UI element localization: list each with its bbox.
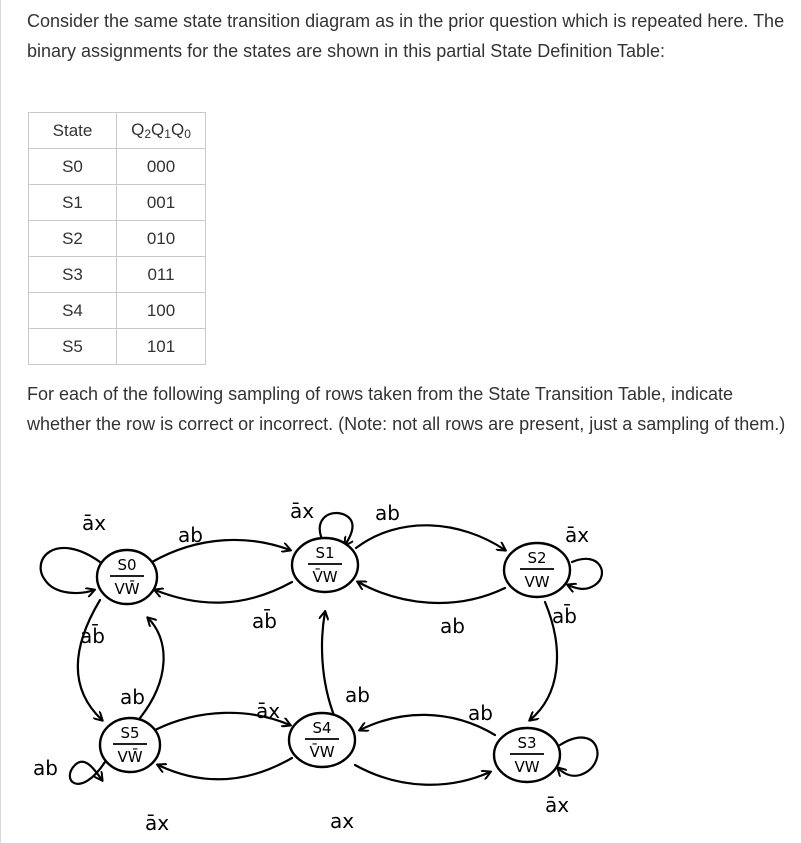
label-s5-s0: ab <box>120 685 145 709</box>
code-cell: 010 <box>117 221 206 257</box>
label-s4-s5: āx <box>256 699 281 723</box>
label-s2-s1: ab <box>440 614 465 638</box>
code-cell: 001 <box>117 185 206 221</box>
state-output: VW <box>524 573 550 591</box>
state-name: S5 <box>120 724 140 742</box>
instruction-paragraph: For each of the following sampling of rows taken from the State Transition Table, indicate whether the row is correct or incorrect. (Note: not all rows are present, just a sampling of them.) <box>27 384 786 434</box>
state-cell: S3 <box>29 257 117 293</box>
label-s1-s2: ab <box>375 501 400 525</box>
label-s2-s3: ab̄ <box>552 604 577 628</box>
label-s3-self: āx <box>545 793 570 817</box>
table-row <box>29 149 206 185</box>
table-row <box>29 293 206 329</box>
label-s4-s1: ab <box>345 683 370 707</box>
state-cell: S2 <box>29 221 117 257</box>
state-output: VW̄ <box>117 748 143 766</box>
label-s0-s5: ab̄ <box>80 624 105 648</box>
state-name: S1 <box>315 544 335 562</box>
edge-s3-self <box>558 738 597 776</box>
state-cell: S0 <box>29 149 117 185</box>
code-cell: 101 <box>117 329 206 365</box>
table-row <box>29 221 206 257</box>
state-cell: S4 <box>29 293 117 329</box>
table-header-row <box>29 113 206 149</box>
label-s4-bottom: ax <box>330 809 355 833</box>
edge-s0-s5 <box>78 600 102 720</box>
state-output: VW <box>514 758 540 776</box>
label-s1-s0: ab̄ <box>252 609 277 633</box>
table-row <box>29 257 206 293</box>
state-cell: S5 <box>29 329 117 365</box>
edge-s4-s1 <box>322 612 335 718</box>
header-code: $Q_2Q_1Q_0$ <box>117 113 206 149</box>
state-definition-table <box>28 112 206 365</box>
edge-s1-s2 <box>356 525 505 550</box>
edge-s0-self <box>41 548 100 593</box>
label-s0-self: āx <box>82 511 107 535</box>
edge-s4-s3 <box>355 765 490 785</box>
code-cell: 000 <box>117 149 206 185</box>
edge-s2-self <box>568 559 602 589</box>
label-s0-s1: ab <box>178 523 203 547</box>
header-state: State <box>29 113 117 149</box>
code-cell: 100 <box>117 293 206 329</box>
label-s5-bottom: āx <box>145 811 170 835</box>
label-s3-s4: ab <box>468 701 493 725</box>
state-cell: S1 <box>29 185 117 221</box>
state-name: S3 <box>517 734 537 752</box>
code-cell: 011 <box>117 257 206 293</box>
label-s5-self: ab <box>33 756 58 780</box>
state-transition-diagram <box>0 490 801 840</box>
state-name: S0 <box>117 556 137 574</box>
state-output: V̄W <box>312 568 338 586</box>
edge-s5-self <box>70 762 105 784</box>
edge-s2-s1 <box>358 582 505 603</box>
state-name: S2 <box>527 549 547 567</box>
intro-paragraph: Consider the same state transition diagram as in the prior question which is repeated here. The binary assignments for the states are shown in this partial State Definition Table: <box>27 11 785 61</box>
table-row <box>29 185 206 221</box>
edge-s0-s1 <box>152 540 290 562</box>
state-output: VW̄ <box>114 580 140 598</box>
state-name: S4 <box>312 719 332 737</box>
label-s2-self: āx <box>565 523 590 547</box>
state-output: V̄W <box>309 743 335 761</box>
edge-s1-s0 <box>155 582 292 603</box>
edge-s4-s5 <box>158 758 292 779</box>
label-s1-self: āx <box>290 499 315 523</box>
table-row <box>29 329 206 365</box>
